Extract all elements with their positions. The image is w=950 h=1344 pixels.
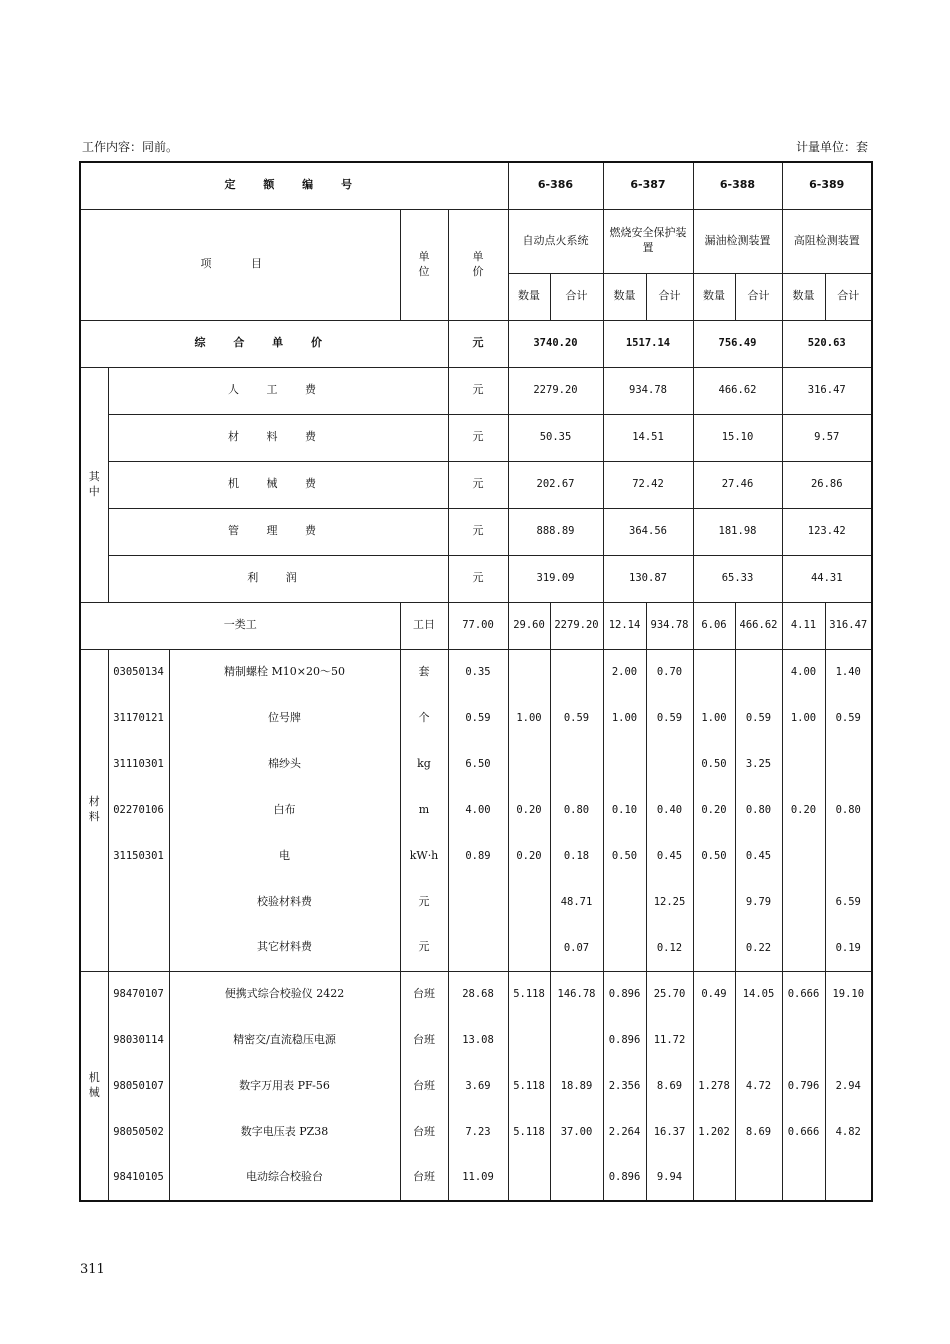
material-qty: 1.00 bbox=[603, 695, 646, 741]
labor-sum: 316.47 bbox=[825, 602, 872, 649]
machine-group-label: 机械 bbox=[80, 971, 108, 1201]
cost-item-value: 65.33 bbox=[693, 555, 782, 602]
material-qty bbox=[693, 649, 735, 695]
material-qty: 0.10 bbox=[603, 787, 646, 833]
material-qty: 0.20 bbox=[508, 833, 550, 879]
labor-sum: 934.78 bbox=[646, 602, 693, 649]
material-sum: 0.07 bbox=[550, 925, 603, 971]
labor-qty: 12.14 bbox=[603, 602, 646, 649]
material-qty: 0.20 bbox=[782, 787, 825, 833]
material-name: 白布 bbox=[169, 787, 400, 833]
cost-breakdown-row bbox=[80, 508, 872, 555]
material-sum: 0.19 bbox=[825, 925, 872, 971]
cost-item-value: 181.98 bbox=[693, 508, 782, 555]
cost-breakdown-row bbox=[80, 414, 872, 461]
material-price: 4.00 bbox=[448, 787, 508, 833]
cost-item-value: 316.47 bbox=[782, 367, 872, 414]
cost-item-value: 934.78 bbox=[603, 367, 693, 414]
machine-sum bbox=[825, 1155, 872, 1201]
material-price bbox=[448, 925, 508, 971]
machine-row bbox=[80, 1109, 872, 1155]
machine-qty: 2.356 bbox=[603, 1063, 646, 1109]
material-code bbox=[108, 925, 169, 971]
material-unit: 套 bbox=[400, 649, 448, 695]
machine-qty: 5.118 bbox=[508, 1063, 550, 1109]
material-sum bbox=[550, 741, 603, 787]
material-unit: kg bbox=[400, 741, 448, 787]
material-qty: 0.20 bbox=[693, 787, 735, 833]
material-sum bbox=[646, 741, 693, 787]
machine-row bbox=[80, 971, 872, 1017]
material-qty: 1.00 bbox=[693, 695, 735, 741]
cost-item-value: 14.51 bbox=[603, 414, 693, 461]
sum-header: 合计 bbox=[550, 273, 603, 320]
composite-value: 756.49 bbox=[693, 320, 782, 367]
material-sum: 12.25 bbox=[646, 879, 693, 925]
material-qty bbox=[782, 741, 825, 787]
material-sum: 0.12 bbox=[646, 925, 693, 971]
material-sum: 0.22 bbox=[735, 925, 782, 971]
material-code: 31110301 bbox=[108, 741, 169, 787]
labor-sum: 466.62 bbox=[735, 602, 782, 649]
machine-qty: 0.896 bbox=[603, 971, 646, 1017]
quota-code: 6-389 bbox=[782, 162, 872, 209]
material-qty bbox=[782, 925, 825, 971]
machine-qty: 5.118 bbox=[508, 1109, 550, 1155]
material-qty: 2.00 bbox=[603, 649, 646, 695]
machine-price: 11.09 bbox=[448, 1155, 508, 1201]
material-row bbox=[80, 649, 872, 695]
cost-item-value: 50.35 bbox=[508, 414, 603, 461]
material-qty: 0.50 bbox=[693, 833, 735, 879]
machine-sum: 8.69 bbox=[735, 1109, 782, 1155]
page-number: 311 bbox=[80, 1262, 105, 1277]
material-qty bbox=[693, 879, 735, 925]
labor-qty: 6.06 bbox=[693, 602, 735, 649]
material-qty bbox=[603, 925, 646, 971]
cost-breakdown-row bbox=[80, 367, 872, 414]
machine-row bbox=[80, 1017, 872, 1063]
material-qty bbox=[508, 879, 550, 925]
material-qty: 0.50 bbox=[603, 833, 646, 879]
material-sum: 0.80 bbox=[825, 787, 872, 833]
machine-unit: 台班 bbox=[400, 1017, 448, 1063]
material-code: 31150301 bbox=[108, 833, 169, 879]
machine-qty: 0.666 bbox=[782, 971, 825, 1017]
machine-qty bbox=[693, 1017, 735, 1063]
cost-item-label: 材 料 费 bbox=[108, 414, 448, 461]
item-name: 漏油检测装置 bbox=[693, 209, 782, 273]
cost-item-value: 888.89 bbox=[508, 508, 603, 555]
machine-qty: 0.49 bbox=[693, 971, 735, 1017]
material-row bbox=[80, 695, 872, 741]
material-sum: 48.71 bbox=[550, 879, 603, 925]
machine-sum bbox=[735, 1017, 782, 1063]
cost-item-label: 机 械 费 bbox=[108, 461, 448, 508]
material-price bbox=[448, 879, 508, 925]
cost-item-unit: 元 bbox=[448, 555, 508, 602]
machine-sum bbox=[735, 1155, 782, 1201]
cost-item-value: 26.86 bbox=[782, 461, 872, 508]
quota-code-row bbox=[80, 162, 872, 209]
machine-qty bbox=[782, 1155, 825, 1201]
material-sum: 3.25 bbox=[735, 741, 782, 787]
material-qty: 1.00 bbox=[782, 695, 825, 741]
cost-item-label: 管 理 费 bbox=[108, 508, 448, 555]
of-which-label: 其中 bbox=[80, 367, 108, 602]
machine-sum: 14.05 bbox=[735, 971, 782, 1017]
machine-sum: 37.00 bbox=[550, 1109, 603, 1155]
material-unit: 元 bbox=[400, 925, 448, 971]
material-qty: 4.00 bbox=[782, 649, 825, 695]
machine-qty bbox=[508, 1017, 550, 1063]
cost-item-value: 27.46 bbox=[693, 461, 782, 508]
unit-of-measure-note: 计量单位：套 bbox=[795, 140, 868, 154]
cost-item-value: 123.42 bbox=[782, 508, 872, 555]
cost-breakdown-row bbox=[80, 555, 872, 602]
material-price: 0.59 bbox=[448, 695, 508, 741]
material-qty: 1.00 bbox=[508, 695, 550, 741]
material-qty bbox=[508, 649, 550, 695]
qty-header: 数量 bbox=[603, 273, 646, 320]
machine-qty bbox=[693, 1155, 735, 1201]
machine-qty: 2.264 bbox=[603, 1109, 646, 1155]
quota-code: 6-387 bbox=[603, 162, 693, 209]
material-sum: 0.45 bbox=[735, 833, 782, 879]
price-header: 单价 bbox=[448, 209, 508, 320]
cost-breakdown-row bbox=[80, 461, 872, 508]
machine-sum: 146.78 bbox=[550, 971, 603, 1017]
machine-qty bbox=[508, 1155, 550, 1201]
machine-sum: 8.69 bbox=[646, 1063, 693, 1109]
cost-item-value: 319.09 bbox=[508, 555, 603, 602]
material-qty bbox=[782, 879, 825, 925]
machine-sum: 9.94 bbox=[646, 1155, 693, 1201]
material-row bbox=[80, 833, 872, 879]
machine-sum: 19.10 bbox=[825, 971, 872, 1017]
material-qty: 0.50 bbox=[693, 741, 735, 787]
quota-code: 6-388 bbox=[693, 162, 782, 209]
qty-header: 数量 bbox=[693, 273, 735, 320]
material-name: 位号牌 bbox=[169, 695, 400, 741]
machine-qty: 0.896 bbox=[603, 1155, 646, 1201]
labor-row bbox=[80, 602, 872, 649]
sum-header: 合计 bbox=[646, 273, 693, 320]
material-qty bbox=[603, 879, 646, 925]
machine-qty: 5.118 bbox=[508, 971, 550, 1017]
unit-header: 单位 bbox=[400, 209, 448, 320]
machine-name: 电动综合校验台 bbox=[169, 1155, 400, 1201]
machine-sum bbox=[550, 1155, 603, 1201]
machine-sum bbox=[550, 1017, 603, 1063]
material-name: 校验材料费 bbox=[169, 879, 400, 925]
cost-item-unit: 元 bbox=[448, 461, 508, 508]
machine-row bbox=[80, 1155, 872, 1201]
material-name: 棉纱头 bbox=[169, 741, 400, 787]
machine-qty: 1.278 bbox=[693, 1063, 735, 1109]
cost-item-value: 72.42 bbox=[603, 461, 693, 508]
cost-item-value: 15.10 bbox=[693, 414, 782, 461]
machine-sum: 18.89 bbox=[550, 1063, 603, 1109]
machine-name: 精密交/直流稳压电源 bbox=[169, 1017, 400, 1063]
cost-item-value: 44.31 bbox=[782, 555, 872, 602]
material-sum: 0.70 bbox=[646, 649, 693, 695]
material-sum bbox=[550, 649, 603, 695]
material-row bbox=[80, 787, 872, 833]
machine-code: 98470107 bbox=[108, 971, 169, 1017]
material-row bbox=[80, 925, 872, 971]
material-sum: 1.40 bbox=[825, 649, 872, 695]
material-name: 其它材料费 bbox=[169, 925, 400, 971]
material-unit: 元 bbox=[400, 879, 448, 925]
machine-qty bbox=[782, 1017, 825, 1063]
item-label: 项 目 bbox=[80, 209, 400, 320]
material-code bbox=[108, 879, 169, 925]
machine-price: 28.68 bbox=[448, 971, 508, 1017]
machine-code: 98050502 bbox=[108, 1109, 169, 1155]
machine-name: 数字电压表 PZ38 bbox=[169, 1109, 400, 1155]
material-sum bbox=[735, 649, 782, 695]
material-qty bbox=[508, 741, 550, 787]
item-name: 自动点火系统 bbox=[508, 209, 603, 273]
machine-qty: 0.896 bbox=[603, 1017, 646, 1063]
labor-sum: 2279.20 bbox=[550, 602, 603, 649]
qty-header: 数量 bbox=[508, 273, 550, 320]
sum-header: 合计 bbox=[825, 273, 872, 320]
machine-sum: 2.94 bbox=[825, 1063, 872, 1109]
material-sum: 0.40 bbox=[646, 787, 693, 833]
material-sum: 9.79 bbox=[735, 879, 782, 925]
material-sum: 0.45 bbox=[646, 833, 693, 879]
material-sum: 0.59 bbox=[735, 695, 782, 741]
machine-qty: 1.202 bbox=[693, 1109, 735, 1155]
composite-value: 520.63 bbox=[782, 320, 872, 367]
material-group-label: 材料 bbox=[80, 649, 108, 971]
machine-unit: 台班 bbox=[400, 1109, 448, 1155]
cost-item-label: 利 润 bbox=[108, 555, 448, 602]
labor-qty: 4.11 bbox=[782, 602, 825, 649]
machine-sum: 11.72 bbox=[646, 1017, 693, 1063]
machine-sum: 4.72 bbox=[735, 1063, 782, 1109]
material-sum: 0.59 bbox=[646, 695, 693, 741]
material-unit: 个 bbox=[400, 695, 448, 741]
machine-unit: 台班 bbox=[400, 1063, 448, 1109]
composite-unit: 元 bbox=[448, 320, 508, 367]
machine-unit: 台班 bbox=[400, 971, 448, 1017]
quota-table bbox=[79, 161, 873, 1202]
composite-value: 1517.14 bbox=[603, 320, 693, 367]
cost-item-value: 202.67 bbox=[508, 461, 603, 508]
material-sum: 0.59 bbox=[550, 695, 603, 741]
machine-sum: 4.82 bbox=[825, 1109, 872, 1155]
machine-sum bbox=[825, 1017, 872, 1063]
material-sum: 0.18 bbox=[550, 833, 603, 879]
cost-item-value: 2279.20 bbox=[508, 367, 603, 414]
machine-name: 便携式综合校验仪 2422 bbox=[169, 971, 400, 1017]
machine-code: 98030114 bbox=[108, 1017, 169, 1063]
material-unit: kW·h bbox=[400, 833, 448, 879]
labor-qty: 29.60 bbox=[508, 602, 550, 649]
material-name: 精制螺栓 M10×20～50 bbox=[169, 649, 400, 695]
machine-price: 3.69 bbox=[448, 1063, 508, 1109]
cost-item-unit: 元 bbox=[448, 367, 508, 414]
labor-label: 一类工 bbox=[80, 602, 400, 649]
material-qty bbox=[782, 833, 825, 879]
material-sum: 0.80 bbox=[735, 787, 782, 833]
machine-qty: 0.666 bbox=[782, 1109, 825, 1155]
labor-unit: 工日 bbox=[400, 602, 448, 649]
material-price: 0.89 bbox=[448, 833, 508, 879]
machine-price: 7.23 bbox=[448, 1109, 508, 1155]
machine-code: 98050107 bbox=[108, 1063, 169, 1109]
material-qty: 0.20 bbox=[508, 787, 550, 833]
qty-header: 数量 bbox=[782, 273, 825, 320]
material-sum bbox=[825, 741, 872, 787]
machine-qty: 0.796 bbox=[782, 1063, 825, 1109]
material-row bbox=[80, 879, 872, 925]
cost-item-label: 人 工 费 bbox=[108, 367, 448, 414]
composite-price-label: 综 合 单 价 bbox=[80, 320, 448, 367]
item-name-row bbox=[80, 209, 872, 273]
cost-item-value: 466.62 bbox=[693, 367, 782, 414]
cost-item-value: 130.87 bbox=[603, 555, 693, 602]
material-unit: m bbox=[400, 787, 448, 833]
work-content-note: 工作内容：同前。 bbox=[82, 140, 179, 154]
composite-value: 3740.20 bbox=[508, 320, 603, 367]
machine-name: 数字万用表 PF-56 bbox=[169, 1063, 400, 1109]
material-name: 电 bbox=[169, 833, 400, 879]
item-name: 燃烧安全保护装置 bbox=[603, 209, 693, 273]
material-row bbox=[80, 741, 872, 787]
material-sum: 0.80 bbox=[550, 787, 603, 833]
labor-price: 77.00 bbox=[448, 602, 508, 649]
machine-row bbox=[80, 1063, 872, 1109]
sum-header: 合计 bbox=[735, 273, 782, 320]
machine-code: 98410105 bbox=[108, 1155, 169, 1201]
cost-item-value: 9.57 bbox=[782, 414, 872, 461]
material-price: 6.50 bbox=[448, 741, 508, 787]
material-qty bbox=[603, 741, 646, 787]
quota-code: 6-386 bbox=[508, 162, 603, 209]
cost-item-unit: 元 bbox=[448, 508, 508, 555]
machine-price: 13.08 bbox=[448, 1017, 508, 1063]
cost-item-unit: 元 bbox=[448, 414, 508, 461]
material-price: 0.35 bbox=[448, 649, 508, 695]
material-code: 31170121 bbox=[108, 695, 169, 741]
machine-sum: 16.37 bbox=[646, 1109, 693, 1155]
material-code: 03050134 bbox=[108, 649, 169, 695]
cost-item-value: 364.56 bbox=[603, 508, 693, 555]
composite-price-row bbox=[80, 320, 872, 367]
quota-code-label: 定 额 编 号 bbox=[80, 162, 508, 209]
material-sum: 0.59 bbox=[825, 695, 872, 741]
material-sum bbox=[825, 833, 872, 879]
material-sum: 6.59 bbox=[825, 879, 872, 925]
material-qty bbox=[693, 925, 735, 971]
item-name: 高阻检测装置 bbox=[782, 209, 872, 273]
machine-unit: 台班 bbox=[400, 1155, 448, 1201]
machine-sum: 25.70 bbox=[646, 971, 693, 1017]
material-qty bbox=[508, 925, 550, 971]
material-code: 02270106 bbox=[108, 787, 169, 833]
